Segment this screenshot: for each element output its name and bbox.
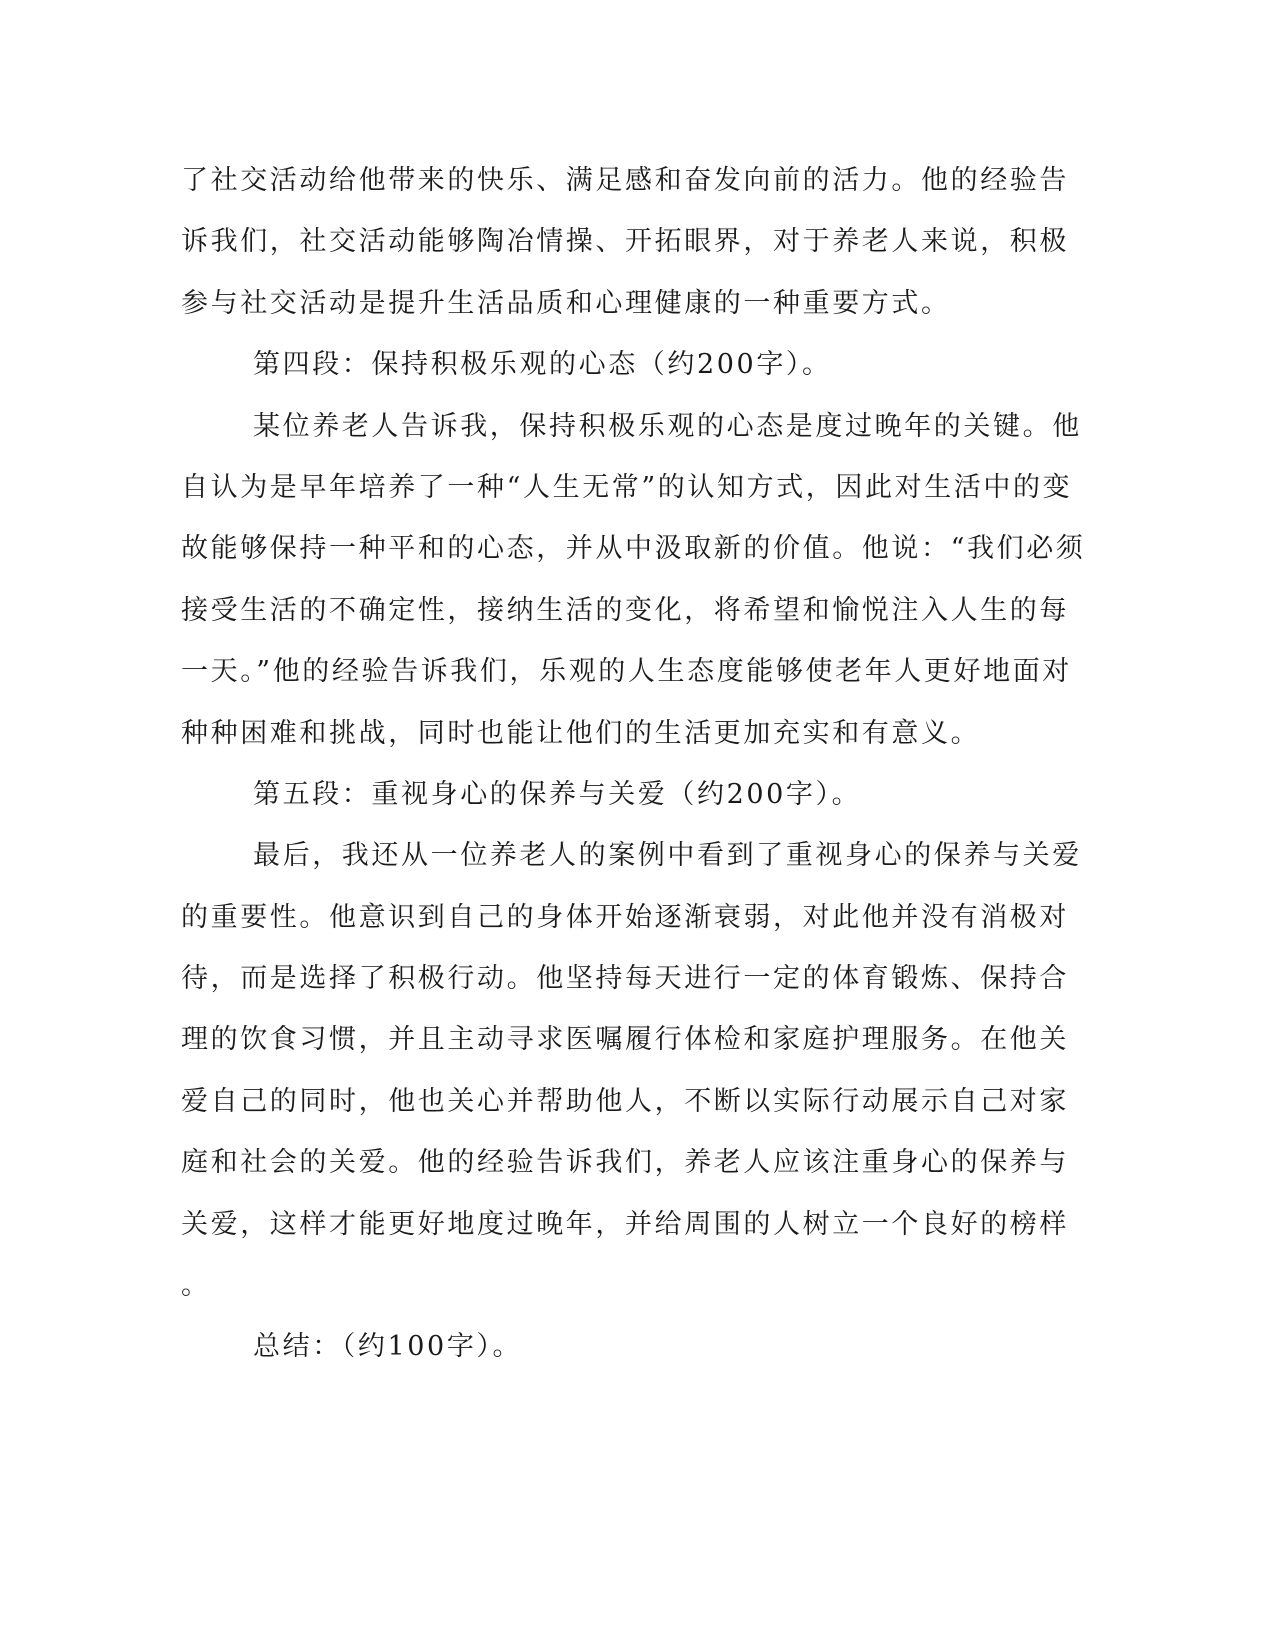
paragraph-start: 最后，我还从一位养老人的案例中看到了重视身心的保养与关爱 <box>253 840 1082 872</box>
text-line: 接受生活的不确定性，接纳生活的变化，将希望和愉悦注入人生的每 <box>181 594 1069 626</box>
text-line: 自认为是早年培养了一种“人生无常”的认知方式，因此对生活中的变 <box>181 471 1073 503</box>
paragraph-start: 某位养老人告诉我，保持积极乐观的心态是度过晚年的关键。他 <box>253 410 1082 442</box>
text-line: 。 <box>181 1270 211 1302</box>
text-line: 一天。”他的经验告诉我们，乐观的人生态度能够使老年人更好地面对 <box>181 656 1072 688</box>
text-line: 的重要性。他意识到自己的身体开始逐渐衰弱，对此他并没有消极对 <box>181 901 1069 933</box>
section-heading-4: 第四段：保持积极乐观的心态（约200字）。 <box>253 349 832 381</box>
text-line: 诉我们，社交活动能够陶冶情操、开拓眼界，对于养老人来说，积极 <box>181 226 1069 258</box>
document-page <box>181 150 1086 1378</box>
text-line: 爱自己的同时，他也关心并帮助他人，不断以实际行动展示自己对家 <box>181 1085 1069 1117</box>
text-line: 了社交活动给他带来的快乐、满足感和奋发向前的活力。他的经验告 <box>181 165 1069 196</box>
section-heading-5: 第五段：重视身心的保养与关爱（约200字）。 <box>253 778 862 810</box>
text-line: 种种困难和挑战，同时也能让他们的生活更加充实和有意义。 <box>181 717 981 749</box>
text-line: 参与社交活动是提升生活品质和心理健康的一种重要方式。 <box>181 287 951 319</box>
text-line: 庭和社会的关爱。他的经验告诉我们，养老人应该注重身心的保养与 <box>181 1147 1069 1179</box>
text-line: 关爱，这样才能更好地度过晚年，并给周围的人树立一个良好的榜样 <box>181 1208 1069 1240</box>
text-line: 理的饮食习惯，并且主动寻求医嘱履行体检和家庭护理服务。在他关 <box>181 1024 1069 1056</box>
text-line: 待，而是选择了积极行动。他坚持每天进行一定的体育锻炼、保持合 <box>181 963 1069 995</box>
summary-heading: 总结：（约100字）。 <box>253 1331 523 1363</box>
text-line: 故能够保持一种平和的心态，并从中汲取新的价值。他说：“我们必须 <box>181 533 1086 565</box>
